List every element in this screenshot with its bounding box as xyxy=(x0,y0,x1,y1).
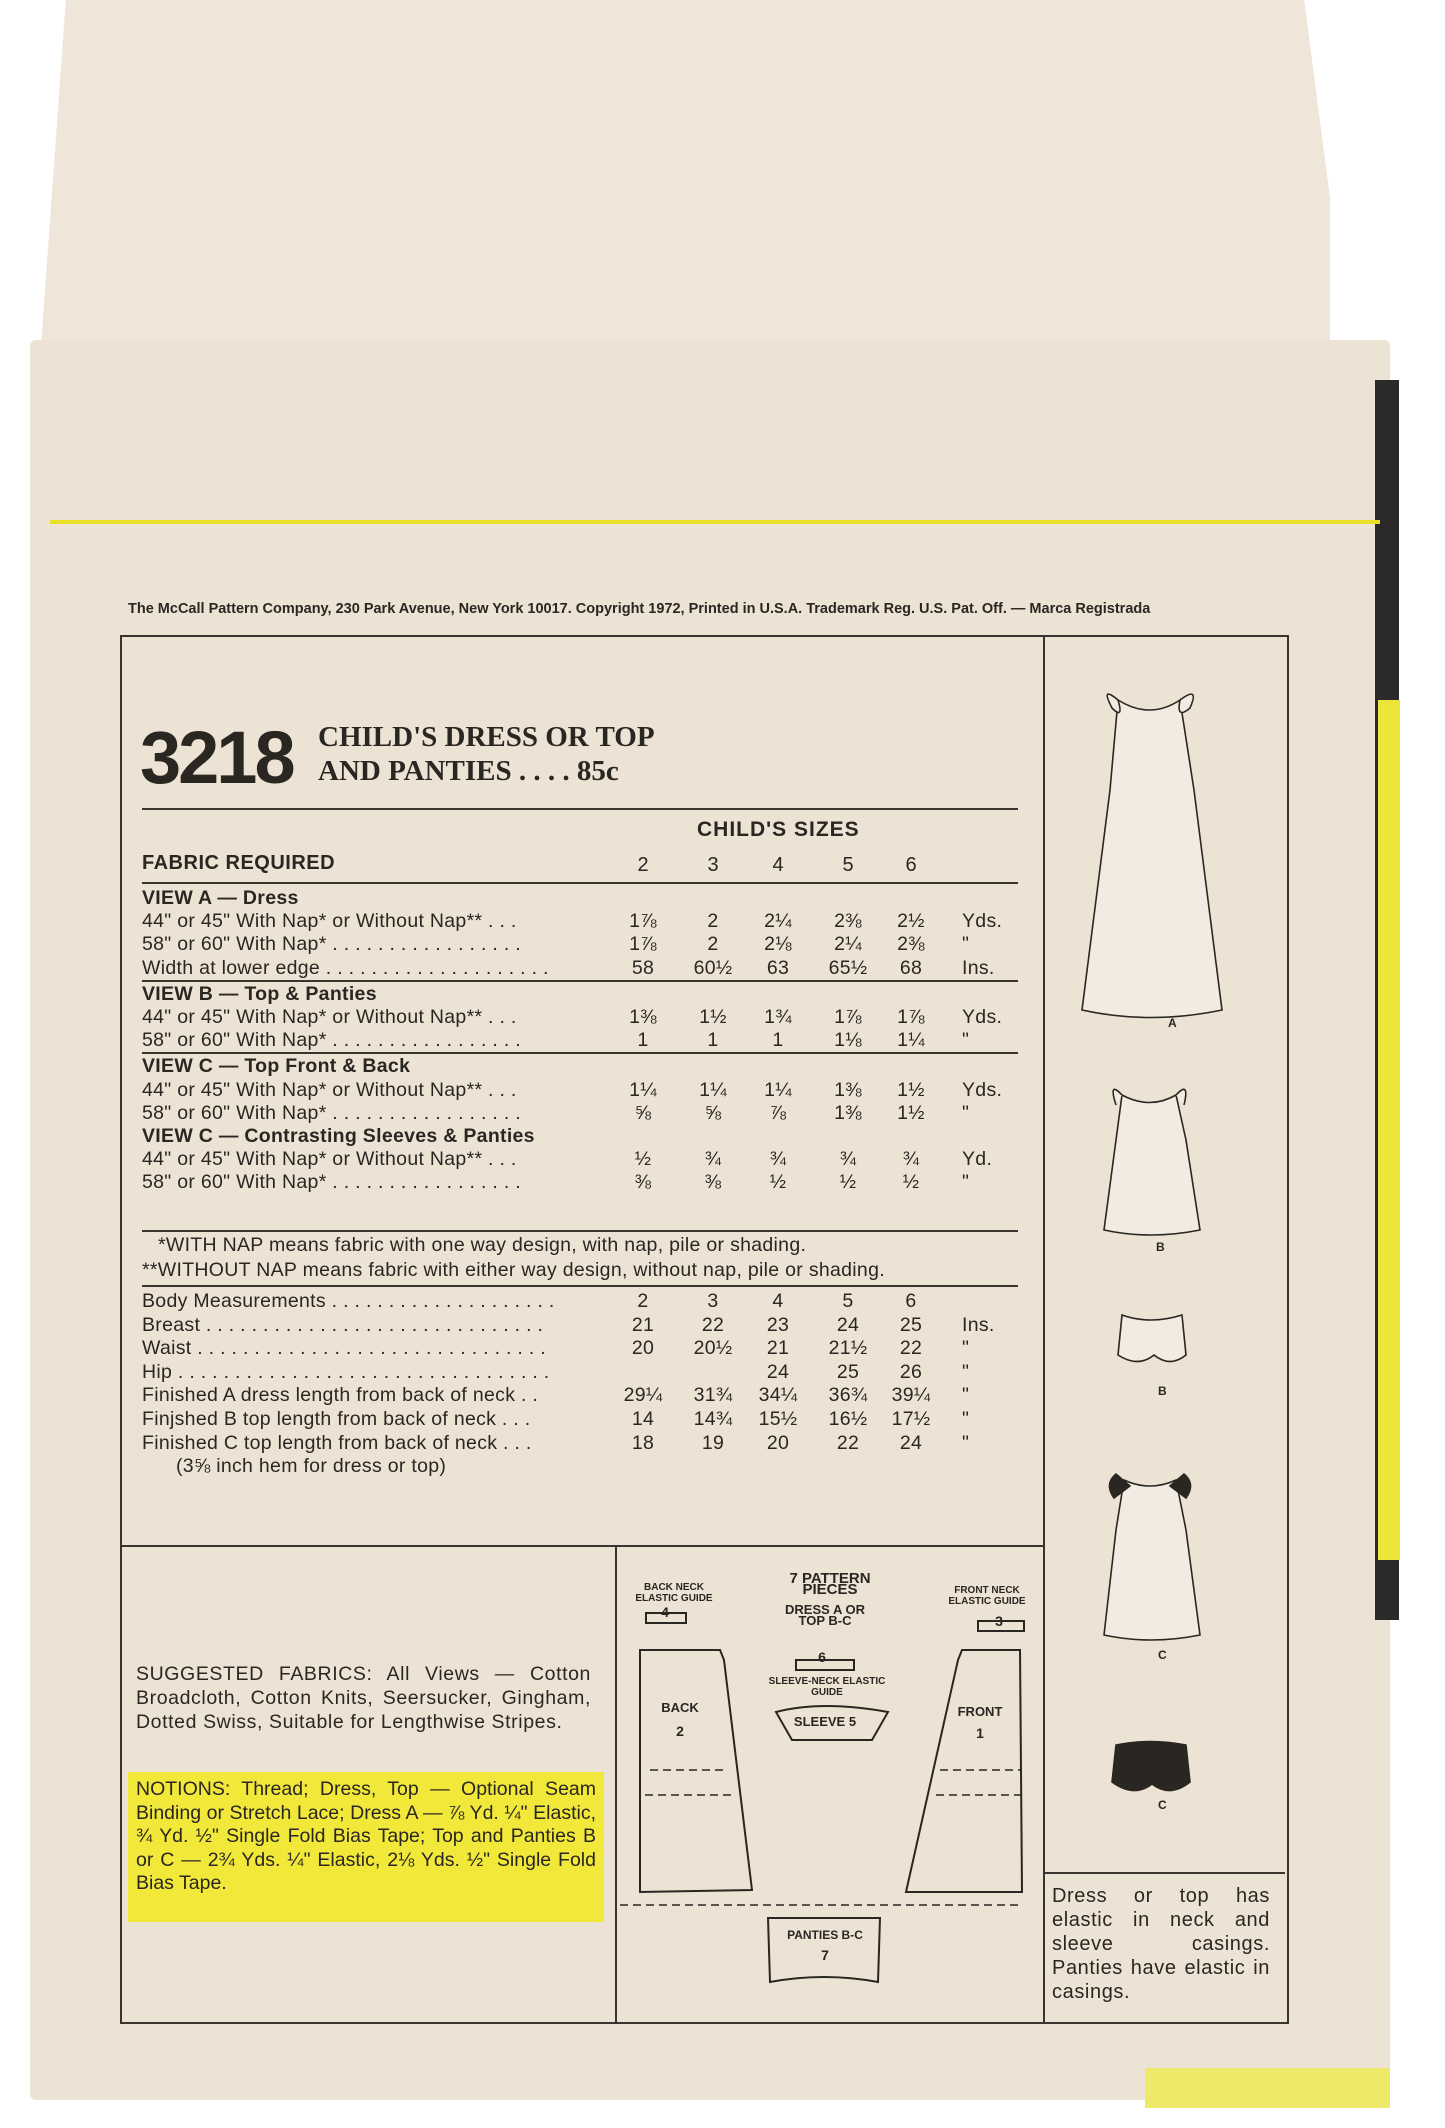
dress-label: DRESS A OR TOP B-C xyxy=(785,1602,865,1628)
body-value: 21 xyxy=(766,1337,790,1360)
fabric-value: ⅞ xyxy=(769,1101,787,1124)
fabric-value: 1⅞ xyxy=(834,1006,862,1028)
fabric-value: 1⅜ xyxy=(834,1078,862,1101)
without-nap-note: **WITHOUT NAP means fabric with either way design, without nap, pile or shading. xyxy=(142,1259,885,1281)
front-piece-num: 1 xyxy=(976,1725,984,1741)
fabric-row-label: 44" or 45" With Nap* or Without Nap** . . . xyxy=(142,1078,517,1101)
fabric-value: ⅜ xyxy=(634,1171,652,1194)
fabric-row-label: 58" or 60" With Nap* . . . . . . . . . . . . . . . . . xyxy=(142,1101,521,1124)
fabric-value: 1 xyxy=(772,1029,784,1052)
fabric-value: 1¾ xyxy=(764,1006,792,1028)
notions-box: NOTIONS: Thread; Dress, Top — Optional Seam Binding or Stretch Lace; Dress A — ⅞ Yd. ¼" Elastic, ¾ Yd. ½" Single Fold Bias Tape; Top and Panties B or C — 2¾ Yds. ¼" Elastic, 2⅛ Yds. ½" Single Fold Bias Tape. xyxy=(128,1772,604,1922)
body-value: 14¾ xyxy=(693,1408,733,1430)
body-value: 29¼ xyxy=(623,1384,663,1407)
fabric-value: 65½ xyxy=(828,956,868,979)
fabric-value: ½ xyxy=(902,1171,920,1194)
pattern-number: 3218 xyxy=(140,716,293,799)
fabric-unit: Yd. xyxy=(962,1148,993,1171)
sleeve-piece-label: SLEEVE 5 xyxy=(793,1714,857,1729)
section-title-text: VIEW C — Contrasting Sleeves & Panties xyxy=(142,1125,535,1147)
fabric-row-label: 44" or 45" With Nap* or Without Nap** . . . xyxy=(142,1006,517,1028)
fabric-value: 1⅞ xyxy=(629,910,657,933)
fabric-value: 1⅛ xyxy=(834,1029,862,1052)
fabric-unit: " xyxy=(962,1101,970,1124)
view-b-top-label: B xyxy=(1156,1240,1165,1254)
body-unit: Ins. xyxy=(962,1313,995,1336)
body-row-label: Hip . . . . . . . . . . . . . . . . . . . . . . . . . . . . . . . . . xyxy=(142,1360,550,1383)
panties-piece-label: PANTIES B-C xyxy=(787,1928,863,1942)
body-size-header: 6 xyxy=(905,1290,917,1312)
body-value: 16½ xyxy=(828,1408,868,1430)
body-size-header: 2 xyxy=(637,1290,649,1312)
fabric-value: 2 xyxy=(707,933,719,956)
fabric-required-label: FABRIC REQUIRED xyxy=(142,852,336,874)
fabric-unit: Ins. xyxy=(962,956,995,979)
back-neck-guide-label: BACK NECK ELASTIC GUIDE xyxy=(635,1582,713,1604)
fabric-value: 1½ xyxy=(897,1101,925,1124)
body-value: 18 xyxy=(631,1431,655,1454)
body-size-header: 3 xyxy=(707,1290,719,1312)
body-value: 19 xyxy=(701,1431,725,1454)
body-row-label: Breast . . . . . . . . . . . . . . . . . . . . . . . . . . . . . . xyxy=(142,1313,544,1336)
fabric-value: 1⅜ xyxy=(629,1006,657,1028)
sizes-header: CHILD'S SIZES xyxy=(697,818,860,841)
body-row-label: Finished C top length from back of neck . . . xyxy=(142,1431,532,1454)
fabric-row-label: 44" or 45" With Nap* or Without Nap** . . . xyxy=(142,910,517,933)
with-nap-note: *WITH NAP means fabric with one way design, with nap, pile or shading. xyxy=(158,1234,807,1256)
body-value: 25 xyxy=(836,1360,860,1383)
view-b-top-icon xyxy=(1104,1095,1200,1235)
view-c-top-icon xyxy=(1104,1480,1200,1640)
pattern-title-line1: CHILD'S DRESS OR TOP xyxy=(318,721,655,753)
pattern-title-line2: AND PANTIES . . . . 85c xyxy=(318,755,619,787)
body-value: 26 xyxy=(899,1360,923,1383)
fabric-row-label: 44" or 45" With Nap* or Without Nap** . . . xyxy=(142,1148,517,1171)
view-a-dress-icon xyxy=(1082,700,1222,1018)
fabric-value: 63 xyxy=(766,956,790,979)
body-unit: " xyxy=(962,1408,970,1430)
front-neck-guide-label: FRONT NECK ELASTIC GUIDE xyxy=(948,1585,1026,1607)
back-piece-label: BACK xyxy=(661,1700,699,1715)
view-c-panties-label: C xyxy=(1158,1798,1167,1812)
section-title-text: VIEW A — Dress xyxy=(142,887,299,909)
fabric-value: 1⅜ xyxy=(834,1101,862,1124)
sleeve-neck-guide-num: 6 xyxy=(818,1649,826,1665)
body-size-header: 4 xyxy=(772,1290,784,1312)
fabric-unit: " xyxy=(962,1171,970,1194)
fabric-value: ¾ xyxy=(839,1148,857,1171)
body-value: 34¼ xyxy=(758,1384,798,1407)
front-neck-guide-num: 3 xyxy=(995,1613,1003,1629)
fabric-unit: Yds. xyxy=(962,910,1003,933)
fabric-value: ½ xyxy=(839,1171,857,1194)
body-value: 24 xyxy=(899,1431,923,1454)
body-value: 36¾ xyxy=(828,1384,868,1407)
panties-piece-num: 7 xyxy=(821,1947,829,1963)
body-value: 22 xyxy=(836,1431,860,1454)
fabric-value: 2 xyxy=(707,910,719,933)
body-value: 21 xyxy=(631,1313,655,1336)
section-title-text: VIEW C — Top Front & Back xyxy=(142,1055,411,1078)
fabric-value: 1¼ xyxy=(699,1078,727,1101)
fabric-value: ½ xyxy=(634,1148,652,1171)
body-value: 21½ xyxy=(828,1337,868,1360)
body-value: 25 xyxy=(899,1313,923,1336)
fabric-value: 2¼ xyxy=(834,933,862,956)
size-header: 4 xyxy=(772,854,784,876)
fabric-value: ½ xyxy=(769,1171,787,1194)
pieces-title: 7 PATTERN PIECES xyxy=(789,1570,871,1598)
view-b-panties-label: B xyxy=(1158,1384,1167,1398)
body-value: 22 xyxy=(701,1313,725,1336)
view-a-label: A xyxy=(1168,1016,1177,1030)
body-value: 39¼ xyxy=(891,1384,931,1407)
body-value: 20 xyxy=(766,1431,790,1454)
body-value: 24 xyxy=(836,1313,860,1336)
view-c-top-label: C xyxy=(1158,1648,1167,1662)
body-value: 17½ xyxy=(891,1408,931,1430)
fabric-row-label: 58" or 60" With Nap* . . . . . . . . . . . . . . . . . xyxy=(142,1029,521,1052)
body-value: 23 xyxy=(766,1313,790,1336)
fabric-unit: " xyxy=(962,933,970,956)
body-unit: " xyxy=(962,1337,970,1360)
body-value: 20½ xyxy=(693,1337,733,1360)
body-value: 22 xyxy=(899,1337,923,1360)
fabric-value: 68 xyxy=(899,956,923,979)
copyright-line: The McCall Pattern Company, 230 Park Avenue, New York 10017. Copyright 1972, Printed in U.S.A. Trademark Reg. U.S. Pat. Off. — Marca Registrada xyxy=(128,601,1151,617)
fabric-value: ⅝ xyxy=(704,1101,722,1124)
fabric-value: ⅜ xyxy=(704,1171,722,1194)
body-unit: " xyxy=(962,1384,970,1407)
fabric-value: ¾ xyxy=(769,1148,787,1171)
body-unit: " xyxy=(962,1360,970,1383)
hem-note: (3⅝ inch hem for dress or top) xyxy=(176,1455,447,1478)
body-size-header: 5 xyxy=(842,1290,854,1312)
fabric-value: 60½ xyxy=(693,956,733,979)
fabric-unit: Yds. xyxy=(962,1006,1003,1028)
fabric-unit: Yds. xyxy=(962,1078,1003,1101)
fabric-unit: " xyxy=(962,1029,970,1052)
fabric-value: ¾ xyxy=(902,1148,920,1171)
fabric-value: 1½ xyxy=(699,1006,727,1028)
front-piece-label: FRONT xyxy=(957,1704,1003,1719)
size-header: 5 xyxy=(842,854,854,876)
body-unit: " xyxy=(962,1431,970,1454)
fabric-value: 2¼ xyxy=(764,910,792,933)
fabric-value: 1¼ xyxy=(764,1078,792,1101)
dress-elastic-note: Dress or top has elastic in neck and sleeve casings. Panties have elastic in casings. xyxy=(1052,1885,1270,2003)
fabric-value: 1¼ xyxy=(897,1029,925,1052)
size-header: 2 xyxy=(637,854,649,876)
fabric-value: 1 xyxy=(707,1029,719,1052)
fabric-value: 1½ xyxy=(897,1078,925,1101)
body-value: 31¾ xyxy=(693,1384,733,1407)
body-value: 14 xyxy=(631,1408,655,1430)
fabric-row-label: 58" or 60" With Nap* . . . . . . . . . . . . . . . . . xyxy=(142,933,521,956)
body-row-label: Waist . . . . . . . . . . . . . . . . . . . . . . . . . . . . . . . xyxy=(142,1337,547,1360)
body-header-label: Body Measurements . . . . . . . . . . . . . . . . . . . . xyxy=(142,1290,555,1312)
fabric-row-label: Width at lower edge . . . . . . . . . . . . . . . . . . . . xyxy=(142,956,549,979)
body-value: 20 xyxy=(631,1337,655,1360)
fabric-value: 1⅞ xyxy=(897,1006,925,1028)
body-value: 15½ xyxy=(758,1408,798,1430)
fabric-value: 2⅛ xyxy=(764,933,792,956)
fabric-value: 2½ xyxy=(897,910,925,933)
size-header: 6 xyxy=(905,854,917,876)
view-c-panties-icon xyxy=(1112,1742,1190,1791)
body-row-label: Finished A dress length from back of neck . . xyxy=(142,1384,539,1407)
body-value: 24 xyxy=(766,1360,790,1383)
fabric-value: 2⅜ xyxy=(834,910,862,933)
fabric-value: ⅝ xyxy=(634,1101,652,1124)
fabric-value: 58 xyxy=(631,956,655,979)
fabric-value: 1 xyxy=(637,1029,649,1052)
body-row-label: Finjshed B top length from back of neck . . . xyxy=(142,1408,531,1430)
fabric-row-label: 58" or 60" With Nap* . . . . . . . . . . . . . . . . . xyxy=(142,1171,521,1194)
fabric-value: 1¼ xyxy=(629,1078,657,1101)
fabric-value: ¾ xyxy=(704,1148,722,1171)
section-title-text: VIEW B — Top & Panties xyxy=(142,982,377,1005)
sleeve-neck-guide-label: SLEEVE-NECK ELASTIC GUIDE xyxy=(768,1676,886,1698)
fabric-value: 2⅜ xyxy=(897,933,925,956)
back-neck-guide-num: 4 xyxy=(661,1604,669,1620)
view-a-sleeve-icon xyxy=(1179,694,1193,712)
view-b-panties-icon xyxy=(1118,1315,1186,1362)
back-piece-num: 2 xyxy=(676,1723,684,1739)
suggested-fabrics: SUGGESTED FABRICS: All Views — Cotton Broadcloth, Cotton Knits, Seersucker, Gingham, Dotted Swiss, Suitable for Lengthwise Stripes. xyxy=(136,1663,591,1733)
view-a-sleeve-icon xyxy=(1107,694,1120,712)
fabric-value: 1⅞ xyxy=(629,933,657,956)
size-header: 3 xyxy=(707,854,719,876)
